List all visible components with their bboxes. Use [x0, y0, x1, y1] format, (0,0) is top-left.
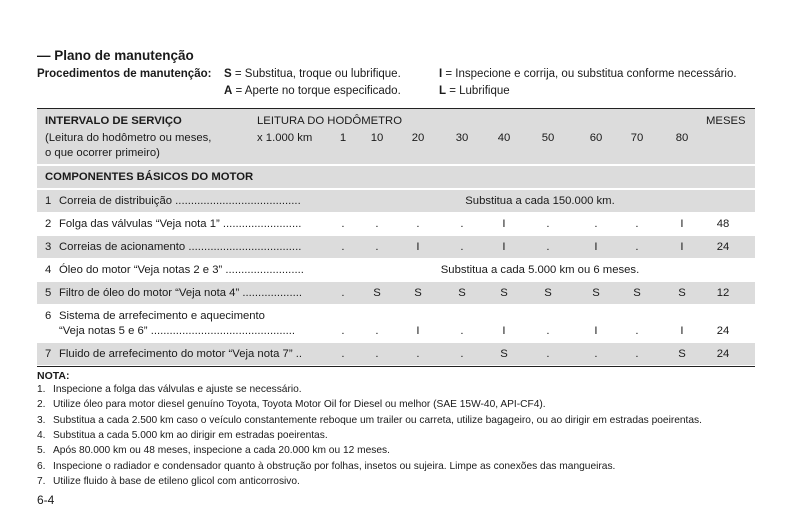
row-cell-50: .	[546, 218, 550, 230]
page-number: 6-4	[37, 493, 55, 507]
legend-i: I = Inspecione e corrija, ou substitua conforme necessário.	[439, 68, 737, 80]
row-cell-80: I	[680, 241, 684, 253]
notes-title: NOTA:	[37, 370, 70, 382]
row-cell-1: .	[341, 287, 345, 299]
row-item-label: Sistema de arrefecimento e aquecimento	[59, 310, 265, 322]
note-text: Substitua a cada 2.500 km caso o veículo constantemente reboque um trailer ou carreta, utilize bagageiro, ou ao dirigir em estradas poeirentas.	[53, 414, 702, 426]
row-cell-70: S	[633, 287, 641, 299]
note-text: Após 80.000 km ou 48 meses, inspecione a cada 20.000 km ou 12 meses.	[53, 445, 390, 457]
note-number: 3.	[37, 414, 46, 426]
row-number: 3	[45, 241, 52, 253]
note-item-1	[37, 384, 302, 395]
note-item-5	[37, 445, 390, 456]
column-header-1: 1	[339, 132, 347, 144]
row-cell-70: .	[635, 348, 639, 360]
row-cell-50: S	[544, 287, 552, 299]
row-cell-60: S	[592, 287, 600, 299]
row-item-label: Folga das válvulas “Veja nota 1” .........................	[59, 218, 302, 230]
interval-sub2: o que ocorrer primeiro)	[45, 147, 160, 159]
interval-label: INTERVALO DE SERVIÇO	[45, 115, 182, 127]
column-header-70: 70	[630, 132, 644, 144]
note-number: 2.	[37, 399, 46, 411]
note-number: 5.	[37, 445, 46, 457]
note-text: Inspecione a folga das válvulas e ajuste se necessário.	[53, 384, 302, 395]
note-item-6	[37, 461, 615, 472]
row-cell-1: .	[341, 348, 345, 360]
row-number: 2	[45, 218, 52, 230]
column-header-80: 80	[675, 132, 689, 144]
row-cell-40: I	[502, 241, 506, 253]
unit-label: x 1.000 km	[257, 132, 313, 144]
note-text: Substitua a cada 5.000 km ao dirigir em estradas poeirentas.	[53, 429, 328, 441]
row-cell-80: S	[678, 287, 686, 299]
row-number: 1	[45, 195, 52, 207]
interval-sub1: (Leitura do hodômetro ou meses,	[45, 132, 212, 144]
row-cell-20: .	[416, 218, 420, 230]
note-item-2	[37, 399, 546, 410]
column-header-40: 40	[497, 132, 511, 144]
row-months: 12	[716, 287, 730, 299]
row-cell-70: .	[635, 241, 639, 253]
column-header-30: 30	[455, 132, 469, 144]
note-number: 6.	[37, 460, 46, 472]
column-header-50: 50	[541, 132, 555, 144]
column-header-20: 20	[411, 132, 425, 144]
legend-l: L = Lubrifique	[439, 85, 510, 97]
table-row-4	[0, 259, 800, 281]
row-cell-50: .	[546, 241, 550, 253]
row-cell-80: I	[680, 218, 684, 230]
row-number: 5	[45, 287, 52, 299]
table-row-6	[0, 305, 800, 342]
note-number: 1.	[37, 384, 46, 395]
row-cell-80: S	[678, 348, 686, 360]
row-item-label: Filtro de óleo do motor “Veja nota 4” ...................	[59, 287, 302, 299]
note-item-3	[37, 415, 702, 426]
procedures-label: Procedimentos de manutenção:	[37, 68, 212, 80]
table-row-3	[0, 236, 800, 258]
row-span-text: Substitua a cada 150.000 km.	[465, 195, 615, 207]
note-text: Utilize óleo para motor diesel genuíno Toyota, Toyota Motor Oil for Diesel ou melhor (SAE 15W-40, API-CF4).	[53, 399, 546, 411]
table-row-5	[0, 282, 800, 304]
row-cell-40: S	[500, 287, 508, 299]
row-months: 48	[716, 218, 730, 230]
row-cell-30: .	[460, 348, 464, 360]
table-row-1	[0, 190, 800, 212]
row-cell-40: S	[500, 348, 508, 360]
row-cell-10: .	[375, 218, 379, 230]
row-cell-60: I	[594, 325, 598, 337]
row-cell-20: .	[416, 348, 420, 360]
row-cell-30: .	[460, 218, 464, 230]
row-months: 24	[716, 348, 730, 360]
row-cell-10: .	[375, 325, 379, 337]
row-months: 24	[716, 325, 730, 337]
row-cell-10: .	[375, 241, 379, 253]
row-cell-80: I	[680, 325, 684, 337]
row-cell-10: S	[373, 287, 381, 299]
column-header-10: 10	[370, 132, 384, 144]
components-title: COMPONENTES BÁSICOS DO MOTOR	[45, 171, 254, 183]
section-title: — Plano de manutenção	[37, 48, 194, 63]
note-item-7	[37, 476, 300, 487]
row-cell-60: I	[594, 241, 598, 253]
row-item-label: Correias de acionamento ....................................	[59, 241, 302, 253]
row-cell-70: .	[635, 218, 639, 230]
row-cell-50: .	[546, 325, 550, 337]
row-number: 7	[45, 348, 52, 360]
row-cell-1: .	[341, 241, 345, 253]
row-number: 4	[45, 264, 52, 276]
row-cell-70: .	[635, 325, 639, 337]
note-text: Inspecione o radiador e condensador quanto à obstrução por folhas, insetos ou sujeira. Limpe as conexões das mangueiras.	[53, 460, 616, 472]
row-months: 24	[716, 241, 730, 253]
row-cell-30: .	[460, 241, 464, 253]
row-cell-1: .	[341, 325, 345, 337]
row-cell-30: S	[458, 287, 466, 299]
note-number: 4.	[37, 429, 46, 441]
column-header-60: 60	[589, 132, 603, 144]
note-number: 7.	[37, 475, 46, 487]
note-text: Utilize fluido à base de etileno glicol com anticorrosivo.	[53, 475, 300, 487]
table-bottom-rule	[37, 366, 755, 367]
row-cell-60: .	[594, 348, 598, 360]
row-cell-40: I	[502, 325, 506, 337]
row-cell-1: .	[341, 218, 345, 230]
legend-s: S = Substitua, troque ou lubrifique.	[224, 68, 401, 80]
row-cell-20: I	[416, 241, 420, 253]
row-span-text: Substitua a cada 5.000 km ou 6 meses.	[440, 264, 640, 276]
table-row-7	[0, 343, 800, 365]
row-cell-40: I	[502, 218, 506, 230]
row-cell-10: .	[375, 348, 379, 360]
row-cell-50: .	[546, 348, 550, 360]
months-label: MESES	[706, 115, 746, 127]
row-item-label-cont: “Veja notas 5 e 6” ..............................................	[59, 325, 296, 337]
legend-a: A = Aperte no torque especificado.	[224, 85, 401, 97]
note-item-4	[37, 430, 328, 441]
row-item-label: Óleo do motor “Veja notas 2 e 3” .........................	[59, 264, 304, 276]
row-item-label: Correia de distribuição ........................................	[59, 195, 301, 207]
row-number: 6	[45, 310, 52, 322]
row-cell-60: .	[594, 218, 598, 230]
row-cell-20: I	[416, 325, 420, 337]
row-cell-20: S	[414, 287, 422, 299]
reading-label: LEITURA DO HODÔMETRO	[257, 115, 402, 127]
row-cell-30: .	[460, 325, 464, 337]
row-item-label: Fluido de arrefecimento do motor “Veja nota 7” ..	[59, 348, 303, 360]
table-row-2	[0, 213, 800, 235]
